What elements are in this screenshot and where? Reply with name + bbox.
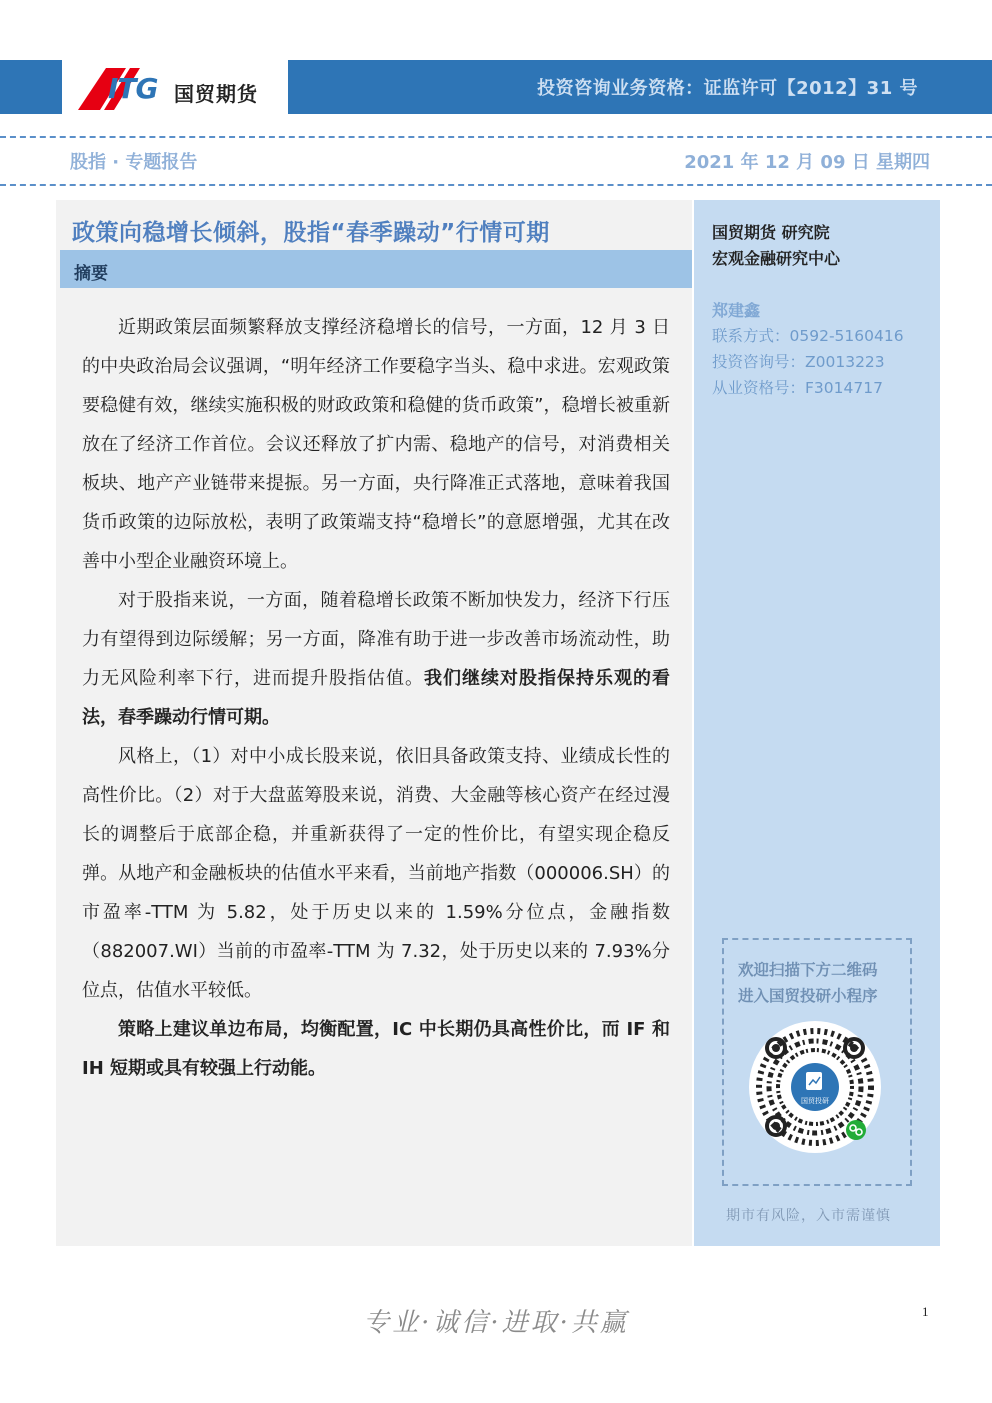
header-left-band [0, 60, 62, 114]
org-name: 国贸期货 研究院 [712, 223, 830, 242]
abstract-bar [60, 250, 692, 288]
report-date: 2021 年 12 月 09 日 星期四 [684, 152, 930, 173]
analyst-advisory-number: 投资咨询号：Z0013223 [712, 353, 885, 371]
org-department: 宏观金融研究中心 [712, 249, 841, 268]
company-motto: 专业·诚信·进取·共赢 [363, 1308, 629, 1338]
logo-company-name: 国贸期货 [174, 82, 258, 106]
divider-top [0, 136, 992, 138]
paragraph-3: 风格上，（1）对中小成长股来说，依旧具备政策支持、业绩成长性的高性价比。（2）对于大盘蓝筹股来说，消费、大金融等核心资产在经过漫长的调整后于底部企稳，并重新获得了一定的性价比，有望实现企稳反弹。从地产和金融板块的估值水平来看，当前地产指数（000006.SH）的市盈率-TTM 为 5.82，处于历史以来的 1.59%分位点，金融指数（882007.WI）当前的市盈率-TTM 为 7.32，处于历史以来的 7.93%分位点，估值水平较低。 [82, 746, 670, 1001]
qr-caption-2: 进入国贸投研小程序 [738, 987, 878, 1005]
risk-notice: 期市有风险，入市需谨慎 [726, 1208, 891, 1224]
logo-itg: ITG [108, 72, 158, 105]
mini-program-qr-icon[interactable] [748, 1020, 882, 1154]
analyst-name: 郑建鑫 [712, 301, 761, 320]
qr-caption-1: 欢迎扫描下方二维码 [738, 961, 878, 979]
report-category: 股指 · 专题报告 [70, 152, 198, 173]
abstract-label: 摘要 [74, 264, 108, 284]
license-text: 投资咨询业务资格：证监许可【2012】31 号 [537, 78, 918, 99]
report-title: 政策向稳增长倾斜，股指“春季躁动”行情可期 [72, 220, 550, 246]
paragraph-4: 策略上建议单边布局，均衡配置，IC 中长期仍具高性价比，而 IF 和 IH 短期或具有较强上行动能。 [82, 1019, 670, 1079]
report-body [82, 308, 670, 1088]
company-logo [78, 66, 278, 112]
paragraph-2: 对于股指来说，一方面，随着稳增长政策不断加快发力，经济下行压力有望得到边际缓解；另一方面，降准有助于进一步改善市场流动性，助力无风险利率下行，进而提升股指估值。我们继续对股指保持乐观的看法，春季躁动行情可期。 [82, 590, 670, 728]
analyst-contact: 联系方式：0592-5160416 [712, 327, 904, 345]
divider-bottom [0, 184, 992, 186]
qr-center-label: 国贸投研 [801, 1097, 829, 1105]
analyst-qualification-number: 从业资格号：F3014717 [712, 379, 883, 397]
paragraph-1: 近期政策层面频繁释放支撑经济稳增长的信号，一方面，12 月 3 日的中央政治局会议强调，“明年经济工作要稳字当头、稳中求进。宏观政策要稳健有效，继续实施积极的财政政策和稳健的货币政策”，稳增长被重新放在了经济工作首位。会议还释放了扩内需、稳地产的信号，对消费相关板块、地产产业链带来提振。另一方面，央行降准正式落地，意味着我国货币政策的边际放松，表明了政策端支持“稳增长”的意愿增强，尤其在改善中小型企业融资环境上。 [82, 317, 670, 572]
page-number: 1 [922, 1304, 929, 1319]
